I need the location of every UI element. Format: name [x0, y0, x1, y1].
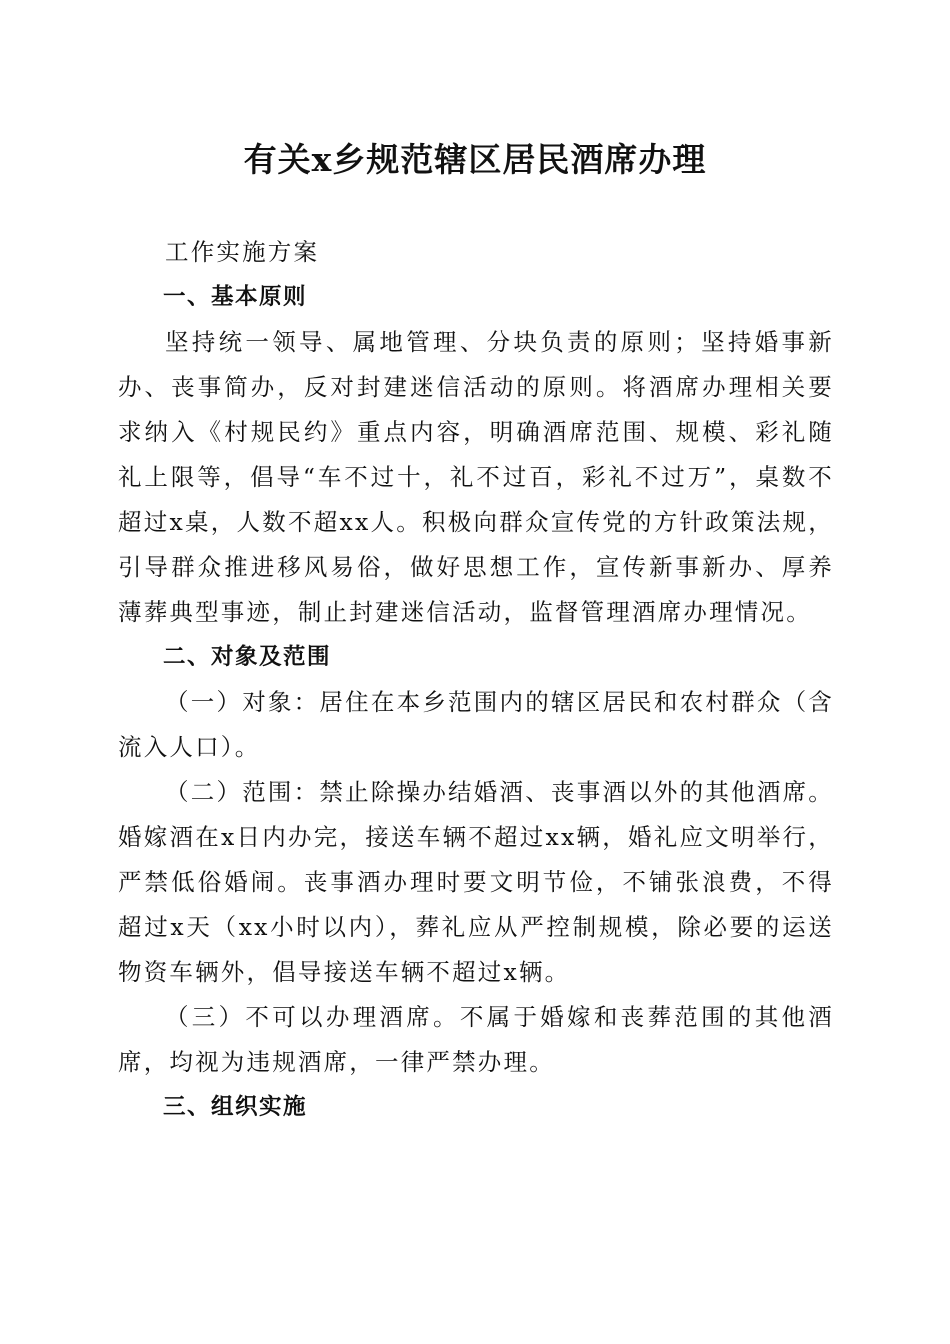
section-heading-scope: 二、对象及范围: [163, 644, 332, 670]
section-heading-implementation: 三、组织实施: [163, 1094, 308, 1120]
document-title: 有关x乡规范辖区居民酒席办理: [243, 140, 707, 179]
document-subtitle: 工作实施方案: [165, 238, 320, 266]
section-paragraph: （三）不可以办理酒席。不属于婚嫁和丧葬范围的其他酒席，均视为违规酒席，一律严禁办理。: [118, 1003, 834, 1076]
section-paragraph: （二）范围：禁止除操办结婚酒、丧事酒以外的其他酒席。婚嫁酒在x日内办完，接送车辆不超过xx辆，婚礼应文明举行，严禁低俗婚闹。丧事酒办理时要文明节俭，不铺张浪费，不得超过x天（xx小时以内），葬礼应从严控制规模，除必要的运送物资车辆外，倡导接送车辆不超过x辆。: [118, 778, 834, 986]
section-paragraph: 坚持统一领导、属地管理、分块负责的原则；坚持婚事新办、丧事简办，反对封建迷信活动的原则。将酒席办理相关要求纳入《村规民约》重点内容，明确酒席范围、规模、彩礼随礼上限等，倡导“车不过十，礼不过百，彩礼不过万”，桌数不超过x桌，人数不超xx人。积极向群众宣传党的方针政策法规，引导群众推进移风易俗，做好思想工作，宣传新事新办、厚养薄葬典型事迹，制止封建迷信活动，监督管理酒席办理情况。: [118, 328, 834, 626]
section-heading-principles: 一、基本原则: [163, 284, 308, 310]
document-body: [118, 230, 834, 1130]
section-paragraph: （一）对象：居住在本乡范围内的辖区居民和农村群众（含流入人口）。: [118, 688, 834, 761]
